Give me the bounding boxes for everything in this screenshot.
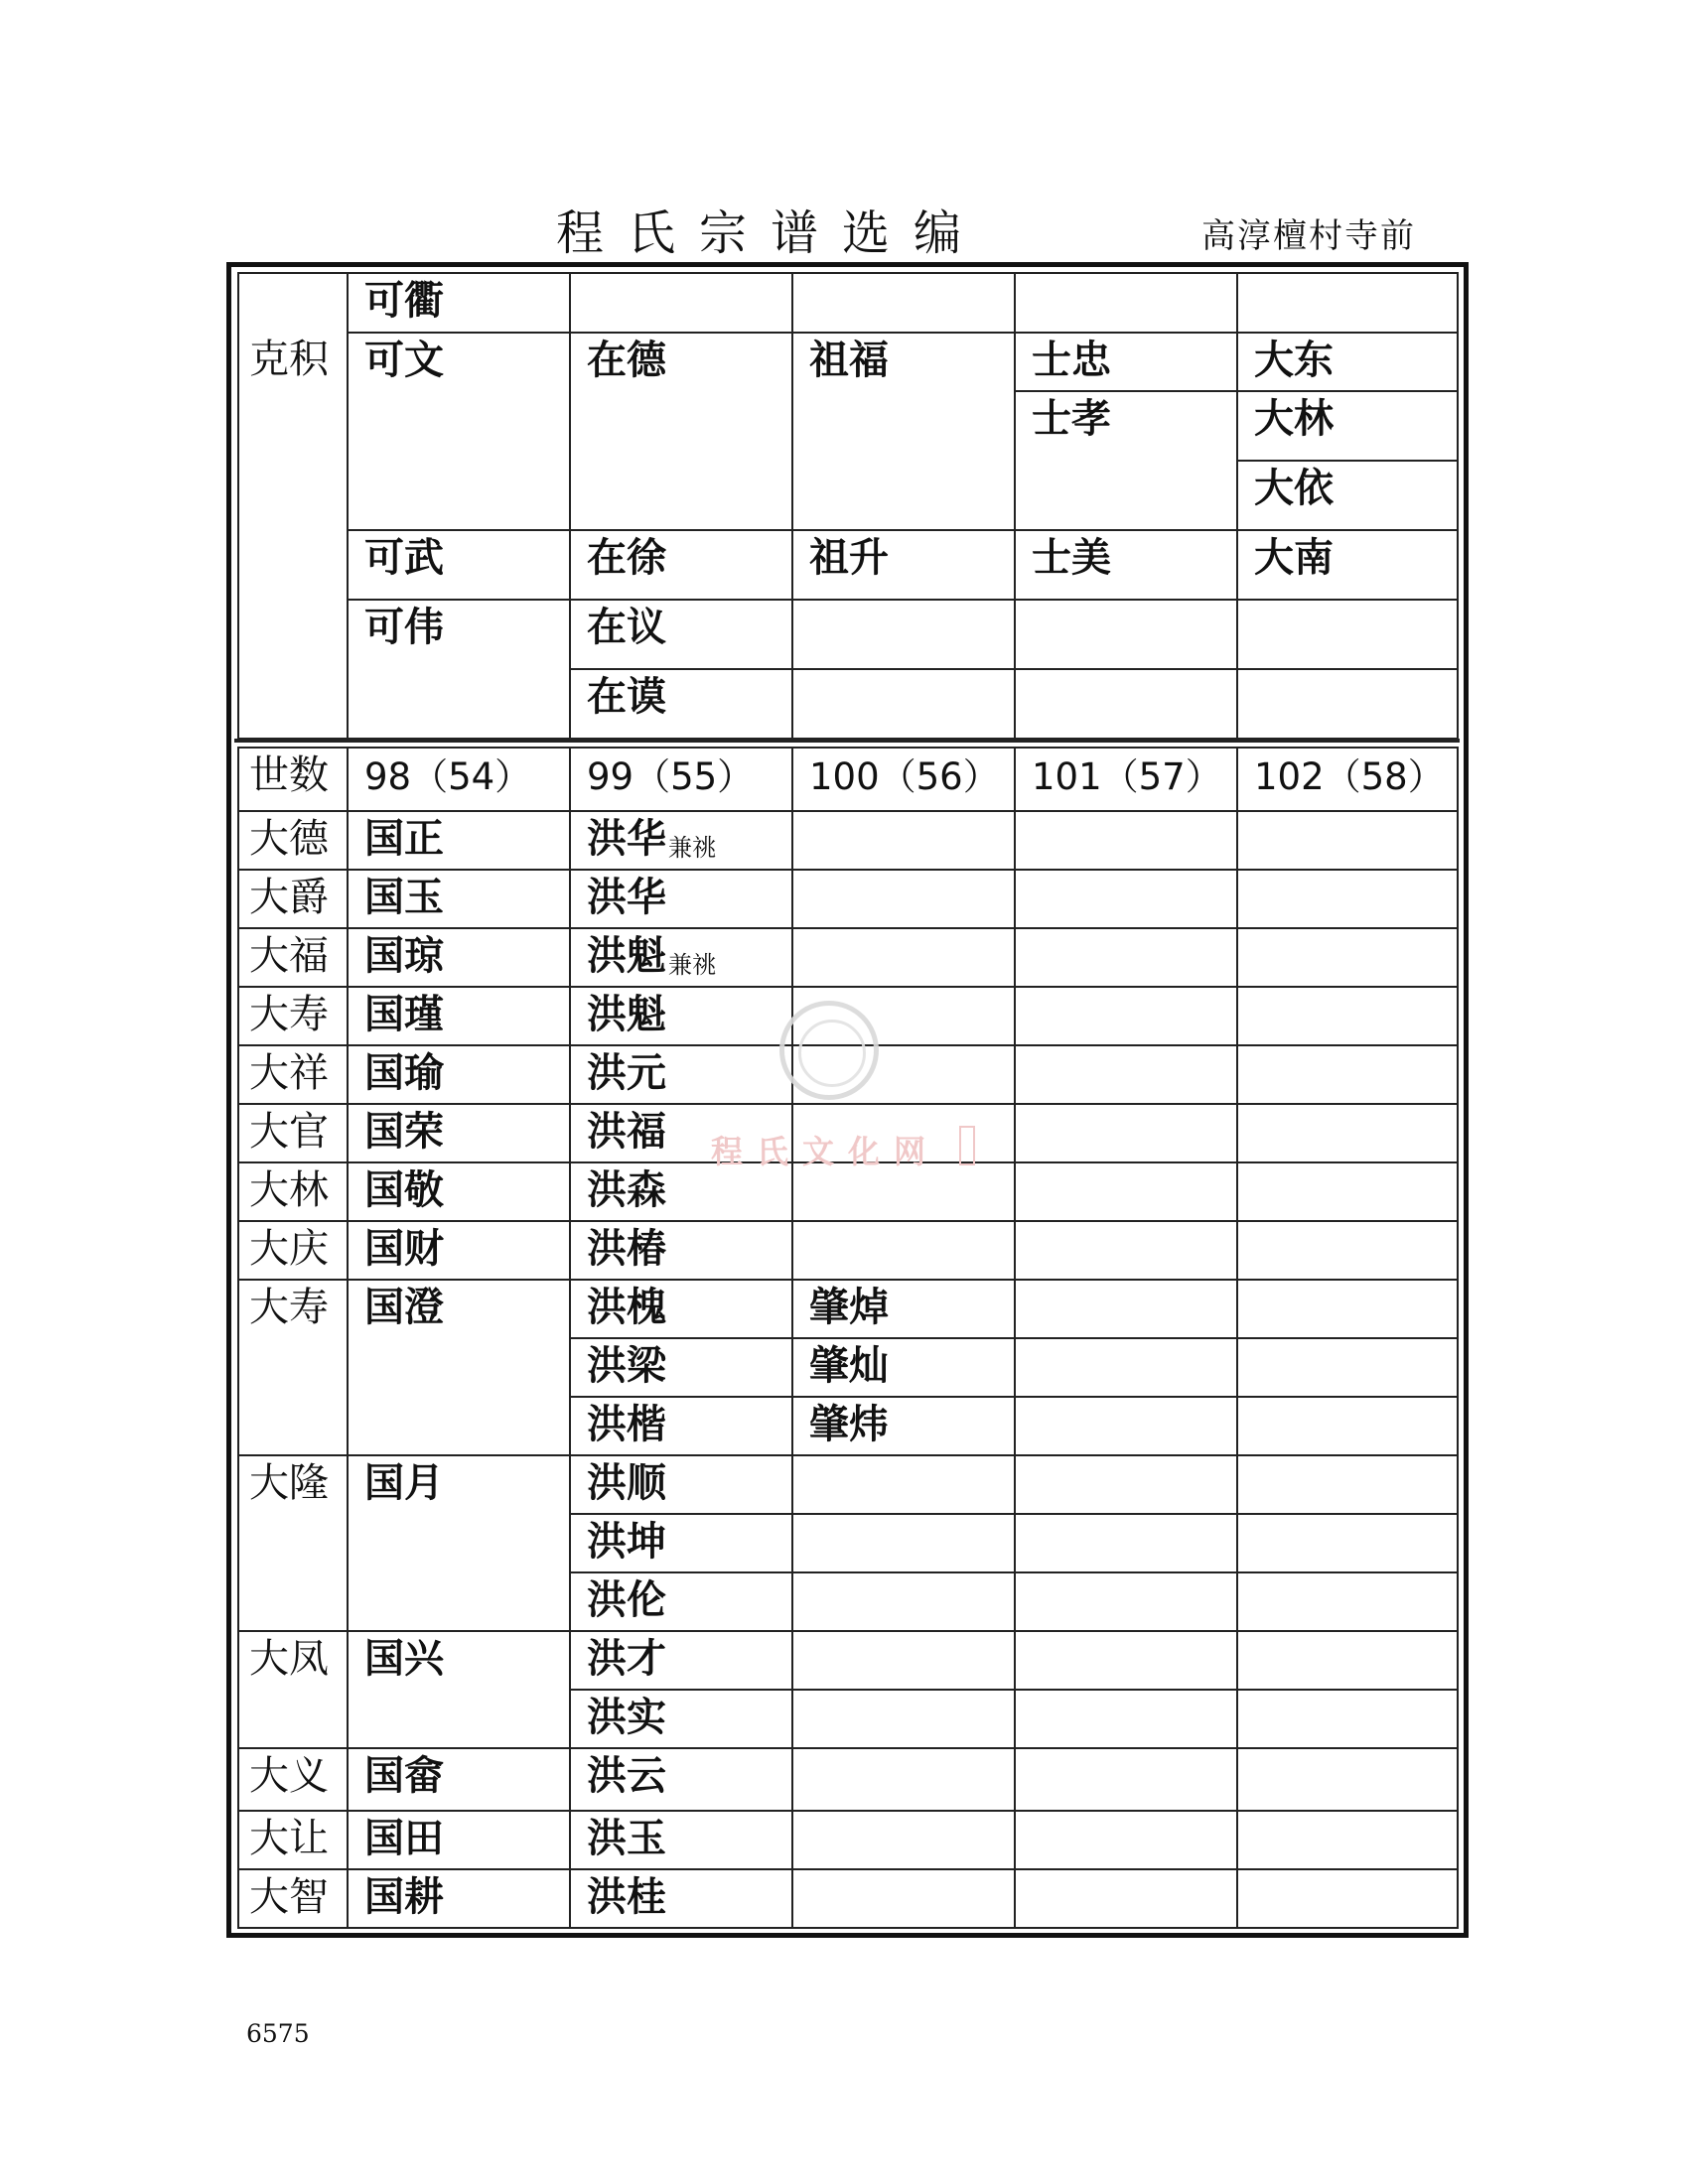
name-text: 在议 <box>587 605 666 650</box>
name-cell <box>792 928 1015 987</box>
table-row <box>238 333 1458 391</box>
name-cell <box>792 811 1015 870</box>
empty-cell <box>570 273 792 333</box>
table-row <box>238 1631 1458 1690</box>
name-cell <box>1015 1280 1237 1338</box>
name-text: 洪桂 <box>587 1874 666 1920</box>
name-cell <box>1015 530 1237 600</box>
empty-cell <box>1237 669 1458 739</box>
ancestor-name: 大福 <box>249 933 329 979</box>
name-cell <box>792 333 1015 530</box>
table-row <box>238 870 1458 928</box>
name-cell <box>1015 1221 1237 1280</box>
name-text: 洪实 <box>587 1695 666 1740</box>
name-cell <box>1237 461 1458 530</box>
name-cell <box>570 530 792 600</box>
watermark-text: 程氏文化网 <box>711 1133 940 1170</box>
name-cell <box>348 530 570 600</box>
name-cell <box>1237 1162 1458 1221</box>
name-cell <box>1015 1045 1237 1104</box>
ancestor-name: 大智 <box>249 1874 329 1920</box>
name-cell <box>1237 928 1458 987</box>
name-text: 洪元 <box>587 1050 666 1096</box>
name-text: 洪伦 <box>587 1577 666 1623</box>
name-text: 洪坤 <box>587 1519 666 1565</box>
name-cell <box>1237 1104 1458 1162</box>
name-text: 国玉 <box>364 875 444 920</box>
page-number: 6575 <box>246 2019 310 2048</box>
name-text: 洪椿 <box>587 1226 666 1272</box>
ancestor-name: 大隆 <box>249 1460 329 1506</box>
name-cell <box>1237 870 1458 928</box>
name-cell <box>348 1280 570 1455</box>
lower-genealogy-table <box>237 747 1459 1929</box>
name-cell <box>1237 1221 1458 1280</box>
name-cell <box>792 1514 1015 1572</box>
table-row <box>238 811 1458 870</box>
watermark-seal-icon <box>779 1001 879 1100</box>
name-cell <box>1237 391 1458 461</box>
name-cell <box>1015 391 1237 530</box>
ancestor-cell <box>238 1162 348 1221</box>
name-text: 国荣 <box>364 1109 444 1155</box>
name-text: 洪梁 <box>587 1343 666 1389</box>
generation-label: 101（57） <box>1032 755 1222 798</box>
ancestor-name: 大凤 <box>249 1636 329 1682</box>
name-text: 洪华 <box>587 816 666 862</box>
name-cell <box>1015 1572 1237 1631</box>
ancestor-name: 大让 <box>249 1816 329 1861</box>
name-cell <box>1237 1280 1458 1338</box>
name-cell <box>1237 1748 1458 1811</box>
name-cell <box>792 1811 1015 1869</box>
name-cell <box>570 1455 792 1514</box>
ancestor-cell <box>238 1104 348 1162</box>
name-cell <box>792 1338 1015 1397</box>
name-text: 国财 <box>364 1226 444 1272</box>
name-cell <box>1237 1631 1458 1690</box>
ancestor-name: 克积 <box>249 337 329 382</box>
name-cell <box>570 1690 792 1748</box>
name-cell <box>570 1280 792 1338</box>
name-text: 在德 <box>587 338 666 383</box>
name-text: 洪楷 <box>587 1402 666 1447</box>
ancestor-name: 大庆 <box>249 1226 329 1272</box>
generation-header-cell <box>1237 748 1458 811</box>
ancestor-cell <box>238 1748 348 1811</box>
empty-cell <box>792 273 1015 333</box>
ancestor-cell <box>238 870 348 928</box>
generation-header-row <box>238 748 1458 811</box>
table-row <box>238 1748 1458 1811</box>
name-text: 肇焯 <box>809 1285 889 1330</box>
empty-cell <box>1015 669 1237 739</box>
name-cell <box>1015 1869 1237 1928</box>
name-cell <box>570 928 792 987</box>
name-cell <box>348 1162 570 1221</box>
name-text: 士孝 <box>1032 396 1111 442</box>
name-text: 可文 <box>364 338 444 383</box>
name-text: 可伟 <box>364 605 444 650</box>
generation-label: 98（54） <box>364 755 532 798</box>
document-title: 程氏宗谱选编 <box>556 205 986 261</box>
name-cell <box>792 530 1015 600</box>
empty-cell <box>792 600 1015 669</box>
ancestor-cell <box>238 1869 348 1928</box>
name-cell <box>348 870 570 928</box>
name-text: 洪魁 <box>587 992 666 1037</box>
ancestor-name: 大祥 <box>249 1050 329 1096</box>
name-cell <box>1015 1455 1237 1514</box>
table-row <box>238 928 1458 987</box>
table-row <box>238 600 1458 669</box>
name-text: 大南 <box>1254 535 1334 581</box>
name-cell <box>570 669 792 739</box>
empty-cell <box>1015 273 1237 333</box>
name-text: 洪魁 <box>587 933 666 979</box>
location-label: 高淳檀村寺前 <box>1201 216 1416 256</box>
name-cell <box>570 333 792 530</box>
table-row <box>238 1455 1458 1514</box>
name-text: 肇灿 <box>809 1343 889 1389</box>
name-cell <box>792 1869 1015 1928</box>
generation-label: 102（58） <box>1254 755 1445 798</box>
name-text: 可武 <box>364 535 444 581</box>
name-text: 士忠 <box>1032 338 1111 383</box>
name-text: 国澄 <box>364 1285 444 1330</box>
name-cell <box>1237 1690 1458 1748</box>
name-cell <box>792 1690 1015 1748</box>
name-cell <box>570 600 792 669</box>
name-text: 国瑜 <box>364 1050 444 1096</box>
name-cell <box>792 1455 1015 1514</box>
generation-header-cell <box>570 748 792 811</box>
table-row <box>238 530 1458 600</box>
name-cell <box>792 1748 1015 1811</box>
name-cell <box>792 1572 1015 1631</box>
name-text: 洪顺 <box>587 1460 666 1506</box>
ancestor-cell <box>238 1280 348 1455</box>
name-cell <box>570 1397 792 1455</box>
name-cell <box>570 1045 792 1104</box>
name-cell <box>1237 1869 1458 1928</box>
generation-header-cell <box>348 748 570 811</box>
name-cell <box>348 1811 570 1869</box>
name-text: 洪福 <box>587 1109 666 1155</box>
name-text: 大林 <box>1254 396 1334 442</box>
name-cell <box>1015 1338 1237 1397</box>
name-text: 洪玉 <box>587 1816 666 1861</box>
name-text: 国月 <box>364 1460 444 1506</box>
name-cell <box>792 1280 1015 1338</box>
name-cell <box>570 1514 792 1572</box>
empty-cell <box>1015 600 1237 669</box>
table-row <box>238 273 1458 333</box>
name-cell <box>1015 1811 1237 1869</box>
name-cell <box>1237 1455 1458 1514</box>
generation-header-cell <box>1015 748 1237 811</box>
adoption-note: 兼祧 <box>668 834 716 862</box>
name-cell <box>1237 1397 1458 1455</box>
name-cell <box>1015 1690 1237 1748</box>
ancestor-cell <box>238 1811 348 1869</box>
name-text: 国瑾 <box>364 992 444 1037</box>
name-cell <box>792 1221 1015 1280</box>
name-cell <box>348 1631 570 1748</box>
name-text: 在谟 <box>587 674 666 720</box>
empty-cell <box>1237 273 1458 333</box>
name-cell <box>348 1869 570 1928</box>
name-cell <box>792 1631 1015 1690</box>
name-text: 可衢 <box>364 278 444 324</box>
name-cell <box>1015 870 1237 928</box>
name-cell <box>1237 333 1458 391</box>
section-divider <box>234 739 1460 743</box>
upper-genealogy-table <box>237 272 1459 740</box>
name-cell <box>1237 1572 1458 1631</box>
ancestor-name: 大义 <box>249 1753 329 1799</box>
name-cell <box>1237 1811 1458 1869</box>
table-row <box>238 1221 1458 1280</box>
name-cell <box>348 928 570 987</box>
name-cell <box>1237 1514 1458 1572</box>
name-cell <box>348 1455 570 1631</box>
empty-cell <box>1237 600 1458 669</box>
name-cell <box>348 987 570 1045</box>
name-text: 在徐 <box>587 535 666 581</box>
ancestor-name: 大寿 <box>249 992 329 1037</box>
name-cell <box>792 870 1015 928</box>
ancestor-cell <box>238 273 348 739</box>
name-cell <box>570 870 792 928</box>
name-text: 大东 <box>1254 338 1334 383</box>
name-text: 大依 <box>1254 466 1334 511</box>
adoption-note: 兼祧 <box>668 951 716 979</box>
ancestor-cell <box>238 1631 348 1748</box>
table-row <box>238 1280 1458 1338</box>
name-cell <box>348 1221 570 1280</box>
name-text: 洪槐 <box>587 1285 666 1330</box>
name-cell <box>1237 987 1458 1045</box>
name-text: 国琼 <box>364 933 444 979</box>
table-row <box>238 1811 1458 1869</box>
name-cell <box>1015 811 1237 870</box>
ancestor-cell <box>238 1221 348 1280</box>
name-cell <box>348 1748 570 1811</box>
generation-label: 100（56） <box>809 755 1000 798</box>
ancestor-name: 大德 <box>249 816 329 862</box>
name-cell <box>570 811 792 870</box>
generation-label: 世数 <box>249 752 329 798</box>
name-cell <box>1237 530 1458 600</box>
name-cell <box>348 600 570 739</box>
name-cell <box>570 987 792 1045</box>
ancestor-name: 大林 <box>249 1167 329 1213</box>
name-text: 国兴 <box>364 1636 444 1682</box>
name-text: 洪华 <box>587 875 666 920</box>
ancestor-cell <box>238 1455 348 1631</box>
name-cell <box>570 1338 792 1397</box>
ancestor-cell <box>238 1045 348 1104</box>
ancestor-name: 大官 <box>249 1109 329 1155</box>
name-text: 国敬 <box>364 1167 444 1213</box>
name-text: 国正 <box>364 816 444 862</box>
name-cell <box>1015 1514 1237 1572</box>
name-cell <box>1015 987 1237 1045</box>
generation-header-cell <box>792 748 1015 811</box>
name-cell <box>1015 1397 1237 1455</box>
generation-header-cell <box>238 748 348 811</box>
name-text: 洪才 <box>587 1636 666 1682</box>
name-text: 国田 <box>364 1816 444 1861</box>
name-cell <box>1237 1338 1458 1397</box>
name-cell <box>570 1572 792 1631</box>
ancestor-cell <box>238 811 348 870</box>
name-cell <box>348 333 570 530</box>
ancestor-name: 大爵 <box>249 875 329 920</box>
name-cell <box>570 1221 792 1280</box>
ancestor-cell <box>238 987 348 1045</box>
name-cell <box>1015 333 1237 391</box>
name-text: 国耕 <box>364 1874 444 1920</box>
name-text: 洪森 <box>587 1167 666 1213</box>
generation-label: 99（55） <box>587 755 755 798</box>
table-row <box>238 1869 1458 1928</box>
name-cell <box>570 1631 792 1690</box>
name-cell <box>348 1104 570 1162</box>
name-cell <box>348 273 570 333</box>
name-text: 国畲 <box>364 1753 444 1799</box>
name-cell <box>1237 811 1458 870</box>
name-cell <box>1015 1631 1237 1690</box>
name-text: 肇炜 <box>809 1402 889 1447</box>
name-cell <box>1015 1162 1237 1221</box>
name-cell <box>348 1045 570 1104</box>
empty-cell <box>792 669 1015 739</box>
name-cell <box>1015 928 1237 987</box>
name-cell <box>570 1811 792 1869</box>
name-text: 士美 <box>1032 535 1111 581</box>
ancestor-cell <box>238 928 348 987</box>
name-cell <box>792 1397 1015 1455</box>
name-cell <box>1237 1045 1458 1104</box>
name-text: 洪云 <box>587 1753 666 1799</box>
name-cell <box>570 1869 792 1928</box>
name-cell <box>1015 1748 1237 1811</box>
name-cell <box>1015 1104 1237 1162</box>
ancestor-name: 大寿 <box>249 1285 329 1330</box>
name-cell <box>348 811 570 870</box>
name-text: 祖福 <box>809 338 889 383</box>
name-cell <box>570 1748 792 1811</box>
watermark-stamp-icon <box>959 1126 975 1165</box>
name-text: 祖升 <box>809 535 889 581</box>
